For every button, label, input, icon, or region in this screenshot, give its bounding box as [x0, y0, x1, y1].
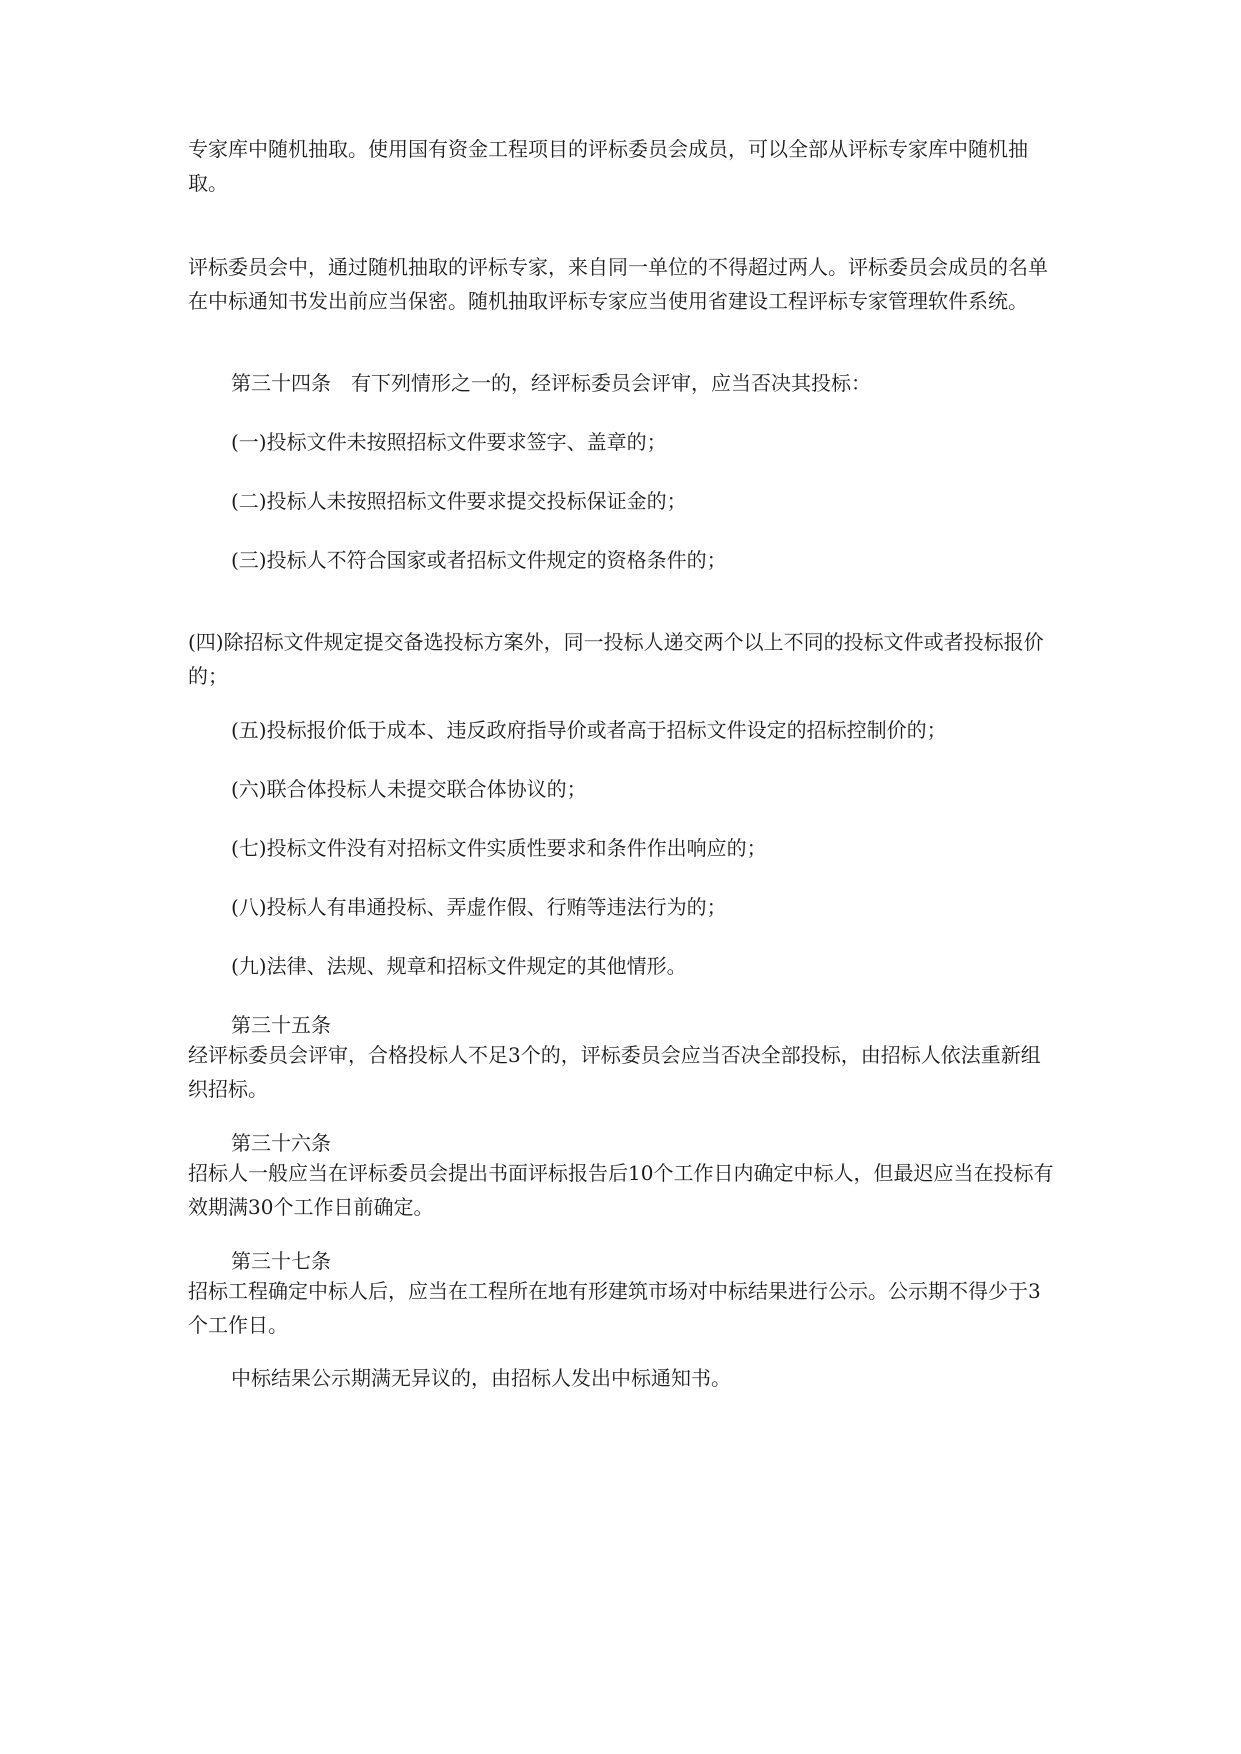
- list-item: (四)除招标文件规定提交备选投标方案外，同一投标人递交两个以上不同的投标文件或者投标报价的；: [188, 630, 1044, 688]
- article-36-title: 第三十六条: [231, 1131, 331, 1155]
- list-item: (九)法律、法规、规章和招标文件规定的其他情形。: [231, 954, 687, 978]
- list-item: (三)投标人不符合国家或者招标文件规定的资格条件的；: [231, 548, 727, 572]
- list-item: (五)投标报价低于成本、违反政府指导价或者高于招标文件设定的招标控制价的；: [231, 718, 947, 742]
- article-34: 第三十四条 有下列情形之一的，经评标委员会评审，应当否决其投标：: [231, 371, 871, 395]
- paragraph-committee-members: 评标委员会中，通过随机抽取的评标专家，来自同一单位的不得超过两人。评标委员会成员的名单在中标通知书发出前应当保密。随机抽取评标专家应当使用省建设工程评标专家管理软件系统。: [188, 255, 1048, 313]
- list-item: (八)投标人有串通投标、弄虚作假、行贿等违法行为的；: [231, 895, 727, 919]
- list-item: (六)联合体投标人未提交联合体协议的；: [231, 777, 587, 801]
- article-35-body: 经评标委员会评审，合格投标人不足3个的，评标委员会应当否决全部投标，由招标人依法重新组织招标。: [188, 1043, 1041, 1101]
- article-36-body: 招标人一般应当在评标委员会提出书面评标报告后10个工作日内确定中标人，但最迟应当在投标有效期满30个工作日前确定。: [188, 1161, 1054, 1219]
- article-35-title: 第三十五条: [231, 1013, 331, 1037]
- final-paragraph: 中标结果公示期满无异议的，由招标人发出中标通知书。: [231, 1366, 731, 1390]
- paragraph-expert-selection: 专家库中随机抽取。使用国有资金工程项目的评标委员会成员，可以全部从评标专家库中随机抽取。: [188, 137, 1028, 195]
- list-item: (一)投标文件未按照招标文件要求签字、盖章的；: [231, 430, 667, 454]
- list-item: (七)投标文件没有对招标文件实质性要求和条件作出响应的；: [231, 836, 767, 860]
- list-item: (二)投标人未按照招标文件要求提交投标保证金的；: [231, 489, 687, 513]
- article-37-body: 招标工程确定中标人后，应当在工程所在地有形建筑市场对中标结果进行公示。公示期不得少于3个工作日。: [188, 1279, 1041, 1337]
- article-37-title: 第三十七条: [231, 1249, 331, 1273]
